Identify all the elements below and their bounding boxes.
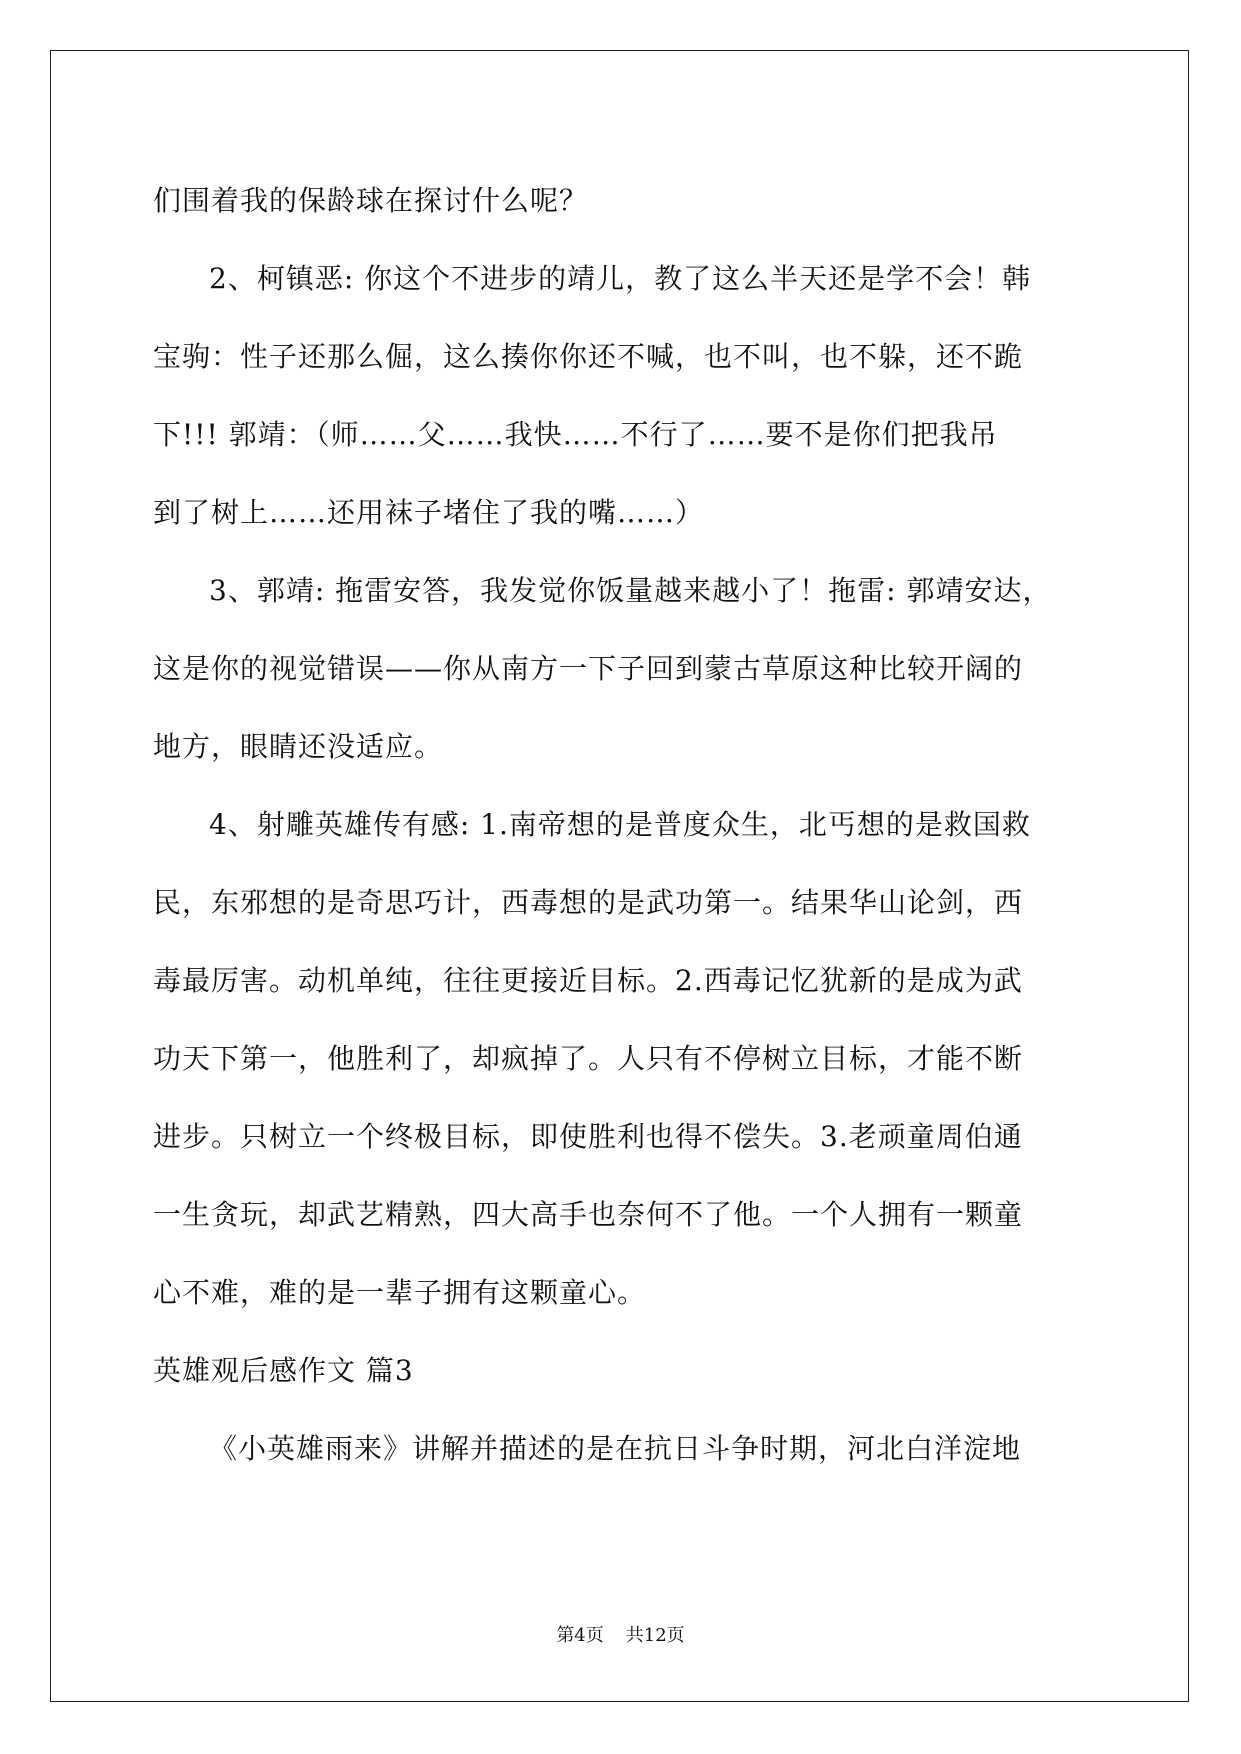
text-line: 地方，眼睛还没适应。	[153, 730, 444, 763]
text-line: 们围着我的保龄球在探讨什么呢？	[153, 184, 589, 217]
text-line: 下!!! 郭靖：（师……父……我快……不行了……要不是你们把我吊	[153, 418, 998, 451]
paragraph-3-start: 3、郭靖: 拖雷安答，我发觉你饭量越来越小了！拖雷: 郭靖安达，	[209, 574, 1052, 607]
text-line: 进步。只树立一个终极目标，即使胜利也得不偿失。3.老顽童周伯通	[153, 1120, 1023, 1153]
text-line: 一生贪玩，却武艺精熟，四大高手也奈何不了他。一个人拥有一颗童	[153, 1198, 1024, 1231]
page-number: 第4页	[556, 1625, 604, 1646]
page-total: 共12页	[625, 1625, 685, 1646]
text-line: 功天下第一，他胜利了，却疯掉了。人只有不停树立目标，才能不断	[153, 1042, 1024, 1075]
paragraph-4-start: 4、射雕英雄传有感: 1.南帝想的是普度众生，北丐想的是救国救	[209, 808, 1031, 841]
page-footer	[0, 1624, 1241, 1648]
paragraph-2-start: 2、柯镇恶: 你这个不进步的靖儿，教了这么半天还是学不会！韩	[209, 262, 1032, 295]
text-line: 毒最厉害。动机单纯，往往更接近目标。2.西毒记忆犹新的是成为武	[153, 964, 1023, 997]
paragraph-5-start: 《小英雄雨来》讲解并描述的是在抗日斗争时期，河北白洋淀地	[209, 1432, 1022, 1465]
text-line: 到了树上……还用袜子堵住了我的嘴……）	[153, 496, 705, 529]
text-line: 心不难，难的是一辈子拥有这颗童心。	[153, 1276, 647, 1309]
document-body	[153, 162, 1093, 1488]
text-line: 这是你的视觉错误——你从南方一下子回到蒙古草原这种比较开阔的	[153, 652, 1024, 685]
text-line: 宝驹：性子还那么倔，这么揍你你还不喊，也不叫，也不躲，还不跪	[153, 340, 1024, 373]
text-line: 民，东邪想的是奇思巧计，西毒想的是武功第一。结果华山论剑，西	[153, 886, 1024, 919]
section-heading: 英雄观后感作文 篇3	[153, 1354, 414, 1387]
